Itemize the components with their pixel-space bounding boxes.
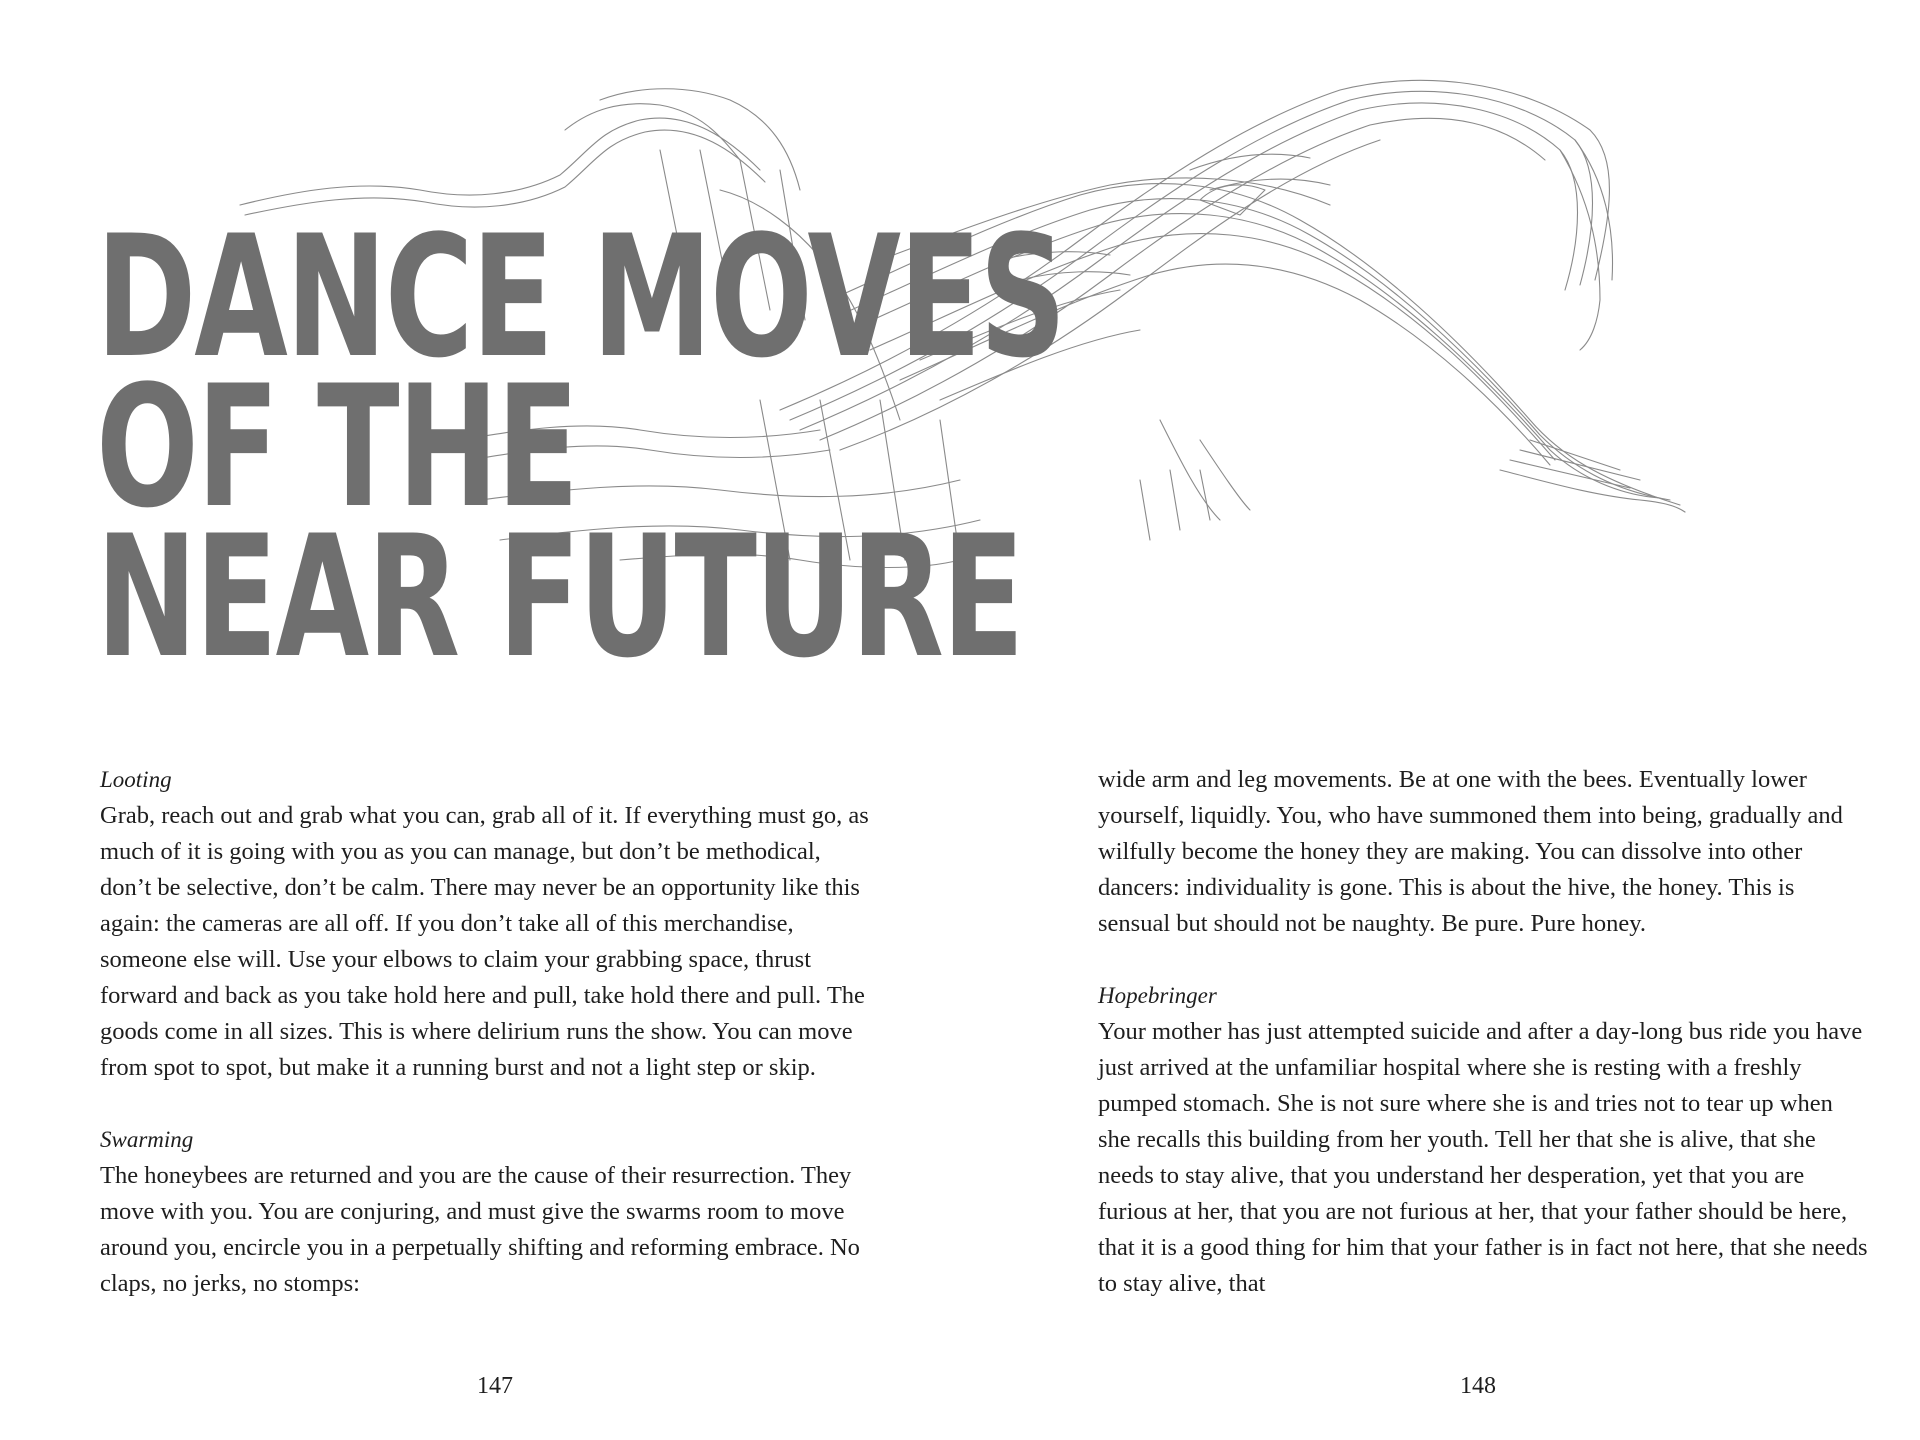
- section-heading-looting: Looting: [100, 767, 172, 792]
- section-text-hopebringer: Your mother has just attempted suicide and after a day-long bus ride you have just arrived at the unfamiliar hospital where she is resting with a freshly pumped stomach. She is not sure where she is and tries not to tear up when she recalls this building from her youth. Tell her that she is alive, that she needs to stay alive, that you understand her desperation, yet that you are furious at her, that you are not furious at her, that your father should be here, that it is a good thing for him that your father is in fact not here, that she needs to stay alive, that: [1098, 1018, 1868, 1297]
- section-heading-swarming: Swarming: [100, 1127, 194, 1152]
- page-number-left: 147: [477, 1373, 513, 1399]
- section-spacer: [1098, 942, 1868, 978]
- title-line-3: NEAR FUTURE: [96, 499, 1023, 695]
- section-text-swarming: The honeybees are returned and you are the cause of their resurrection. They move with you. You are conjuring, and must give the swarms room to move around you, encircle you in a perpetually shifting and reforming embrace. No claps, no jerks, no stomps:: [100, 1162, 860, 1297]
- title-line-1: DANCE MOVES: [96, 199, 1065, 395]
- left-page-body: [100, 762, 870, 1302]
- section-spacer: [100, 1086, 870, 1122]
- section-heading-hopebringer: Hopebringer: [1098, 983, 1217, 1008]
- title-line-2: OF THE: [96, 349, 577, 545]
- page-number-right: 148: [1460, 1373, 1496, 1399]
- section-text-swarming-continued: wide arm and leg movements. Be at one with the bees. Eventually lower yourself, liquidly. You, who have summoned them into being, gradually and wilfully become the honey they are making. You can dissolve into other dancers: individuality is gone. This is about the hive, the honey. This is sensual but should not be naughty. Be pure. Pure honey.: [1098, 766, 1843, 937]
- section-text-looting: Grab, reach out and grab what you can, grab all of it. If everything must go, as much of it is going with you as you can manage, but don’t be methodical, don’t be selective, don’t be calm. There may never be an opportunity like this again: the cameras are all off. If you don’t take all of this merchandise, someone else will. Use your elbows to claim your grabbing space, thrust forward and back as you take hold here and pull, take hold there and pull. The goods come in all sizes. This is where delirium runs the show. You can move from spot to spot, but make it a running burst and not a light step or skip.: [100, 802, 869, 1081]
- chapter-title: [96, 199, 1065, 695]
- right-page-body: [1098, 762, 1868, 1302]
